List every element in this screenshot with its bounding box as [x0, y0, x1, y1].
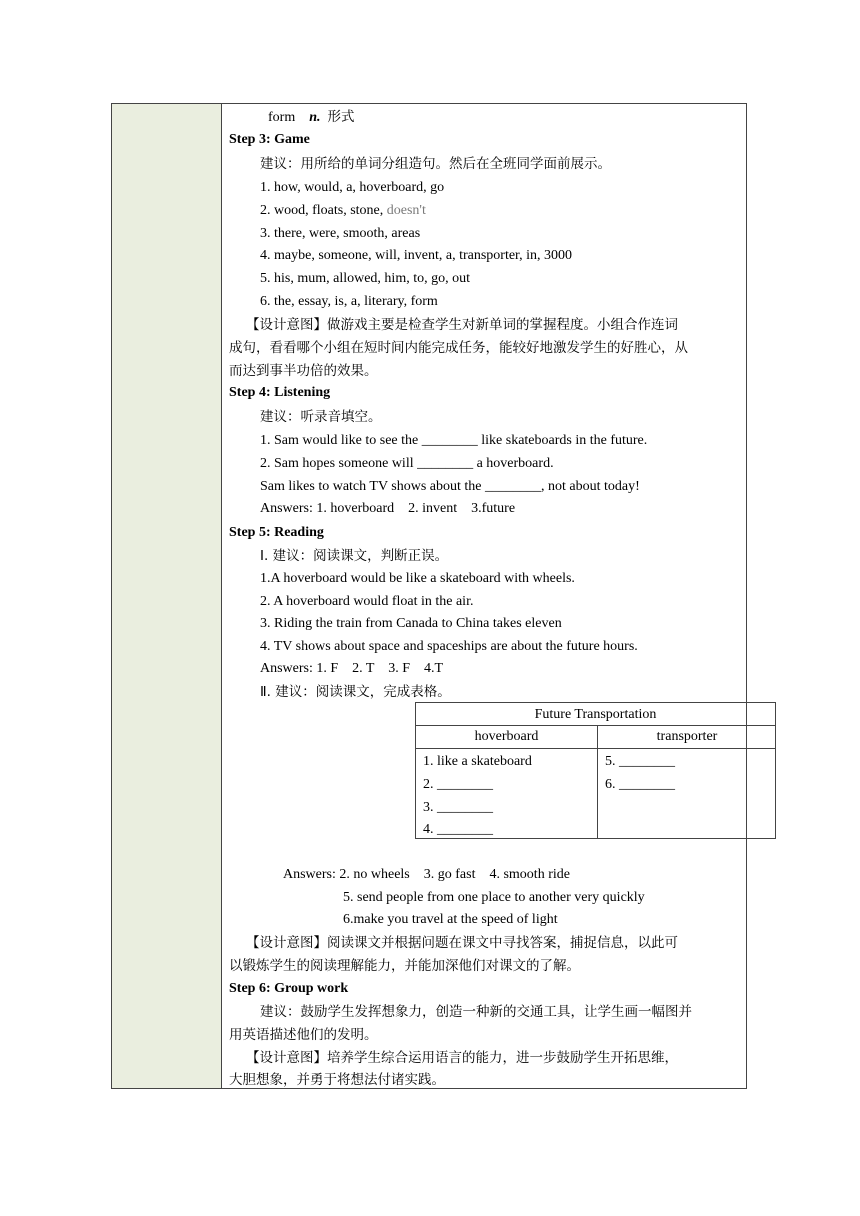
step5-item-1: 1.A hoverboard would be like a skateboard with wheels. — [260, 571, 575, 586]
transporter-row-2: 6. ________ — [605, 777, 675, 792]
step3-item-3: 3. there, were, smooth, areas — [260, 226, 421, 241]
step3-intent-2: 成句，看看哪个小组在短时间内能完成任务，能较好地激发学生的好胜心，从 — [229, 340, 688, 356]
step4-item-2: 2. Sam hopes someone will ________ a hoverboard. — [260, 456, 554, 471]
step3-intent-3: 而达到事半功倍的效果。 — [229, 363, 378, 379]
step6-suggestion-2: 用英语描述他们的发明。 — [229, 1027, 378, 1043]
step5-answers-3: 5. send people from one place to another very quickly — [343, 890, 645, 905]
step6-intent-2: 大胆想象，并勇于将想法付诸实践。 — [229, 1072, 445, 1088]
step5-intent-1: 【设计意图】阅读课文并根据问题在课文中寻找答案，捕捉信息，以此可 — [246, 935, 678, 951]
step5-suggestion-2: Ⅱ. 建议：阅读课文，完成表格。 — [260, 684, 451, 700]
lesson-plan-table — [111, 103, 747, 1089]
step4-item-3: Sam likes to watch TV shows about the ________, not about today! — [260, 479, 640, 494]
step3-item-6: 6. the, essay, is, a, literary, form — [260, 294, 438, 309]
hoverboard-row-1: 1. like a skateboard — [423, 754, 532, 769]
step5-item-2: 2. A hoverboard would float in the air. — [260, 594, 474, 609]
table-title: Future Transportation — [416, 703, 775, 726]
table-header-row — [416, 726, 775, 749]
future-transportation-table — [415, 702, 776, 839]
step5-answers-4: 6.make you travel at the speed of light — [343, 912, 558, 927]
step6-title — [229, 980, 348, 998]
step3-suggestion: 建议：用所给的单词分组造句。然后在全班同学面前展示。 — [260, 156, 611, 172]
step3-item-1: 1. how, would, a, hoverboard, go — [260, 180, 445, 195]
table-divider — [597, 726, 598, 839]
left-column — [112, 104, 222, 1088]
hoverboard-row-4: 4. ________ — [423, 822, 493, 837]
step6-title-bold: Step 6 — [229, 981, 266, 996]
step3-intent-1: 【设计意图】做游戏主要是检查学生对新单词的掌握程度。小组合作连词 — [246, 317, 678, 333]
step3-item-2-text: 2. wood, floats, stone, — [260, 203, 387, 218]
step4-title: Step 4: Listening — [229, 385, 331, 400]
step5-title: Step 5: Reading — [229, 525, 324, 540]
header-hoverboard: hoverboard — [474, 729, 539, 744]
vocab-pos: n. — [309, 110, 321, 125]
step5-suggestion-1: Ⅰ. 建议：阅读课文，判断正误。 — [260, 548, 449, 564]
step3-title: Step 3: Game — [229, 132, 310, 147]
transporter-row-1: 5. ________ — [605, 754, 675, 769]
vocab-meaning: 形式 — [327, 109, 355, 125]
step3-item-5: 5. his, mum, allowed, him, to, go, out — [260, 271, 470, 286]
step5-answers-2: Answers: 2. no wheels 3. go fast 4. smooth ride — [283, 867, 570, 882]
step5-answers-1: Answers: 1. F 2. T 3. F 4.T — [260, 661, 444, 676]
header-transporter: transporter — [656, 729, 718, 744]
step4-item-1: 1. Sam would like to see the ________ like skateboards in the future. — [260, 433, 648, 448]
hoverboard-row-3: 3. ________ — [423, 800, 493, 815]
right-column — [222, 104, 746, 1088]
step3-item-2 — [260, 202, 426, 220]
step5-item-3: 3. Riding the train from Canada to China takes eleven — [260, 616, 562, 631]
step6-suggestion-1: 建议：鼓励学生发挥想象力，创造一种新的交通工具，让学生画一幅图并 — [260, 1004, 692, 1020]
step4-suggestion: 建议：听录音填空。 — [260, 409, 382, 425]
hoverboard-row-2: 2. ________ — [423, 777, 493, 792]
step6-title-rest: : Group work — [265, 981, 349, 996]
vocab-word: form — [268, 110, 296, 125]
step3-item-2-gray: doesn't — [386, 203, 426, 218]
step5-item-4: 4. TV shows about space and spaceships are about the future hours. — [260, 639, 638, 654]
step5-intent-2: 以锻炼学生的阅读理解能力，并能加深他们对课文的了解。 — [229, 958, 580, 974]
step6-intent-1: 【设计意图】培养学生综合运用语言的能力，进一步鼓励学生开拓思维， — [246, 1050, 678, 1066]
step4-answers: Answers: 1. hoverboard 2. invent 3.future — [260, 501, 516, 516]
step3-item-4: 4. maybe, someone, will, invent, a, transporter, in, 3000 — [260, 248, 573, 263]
vocab-form-line — [268, 108, 355, 127]
